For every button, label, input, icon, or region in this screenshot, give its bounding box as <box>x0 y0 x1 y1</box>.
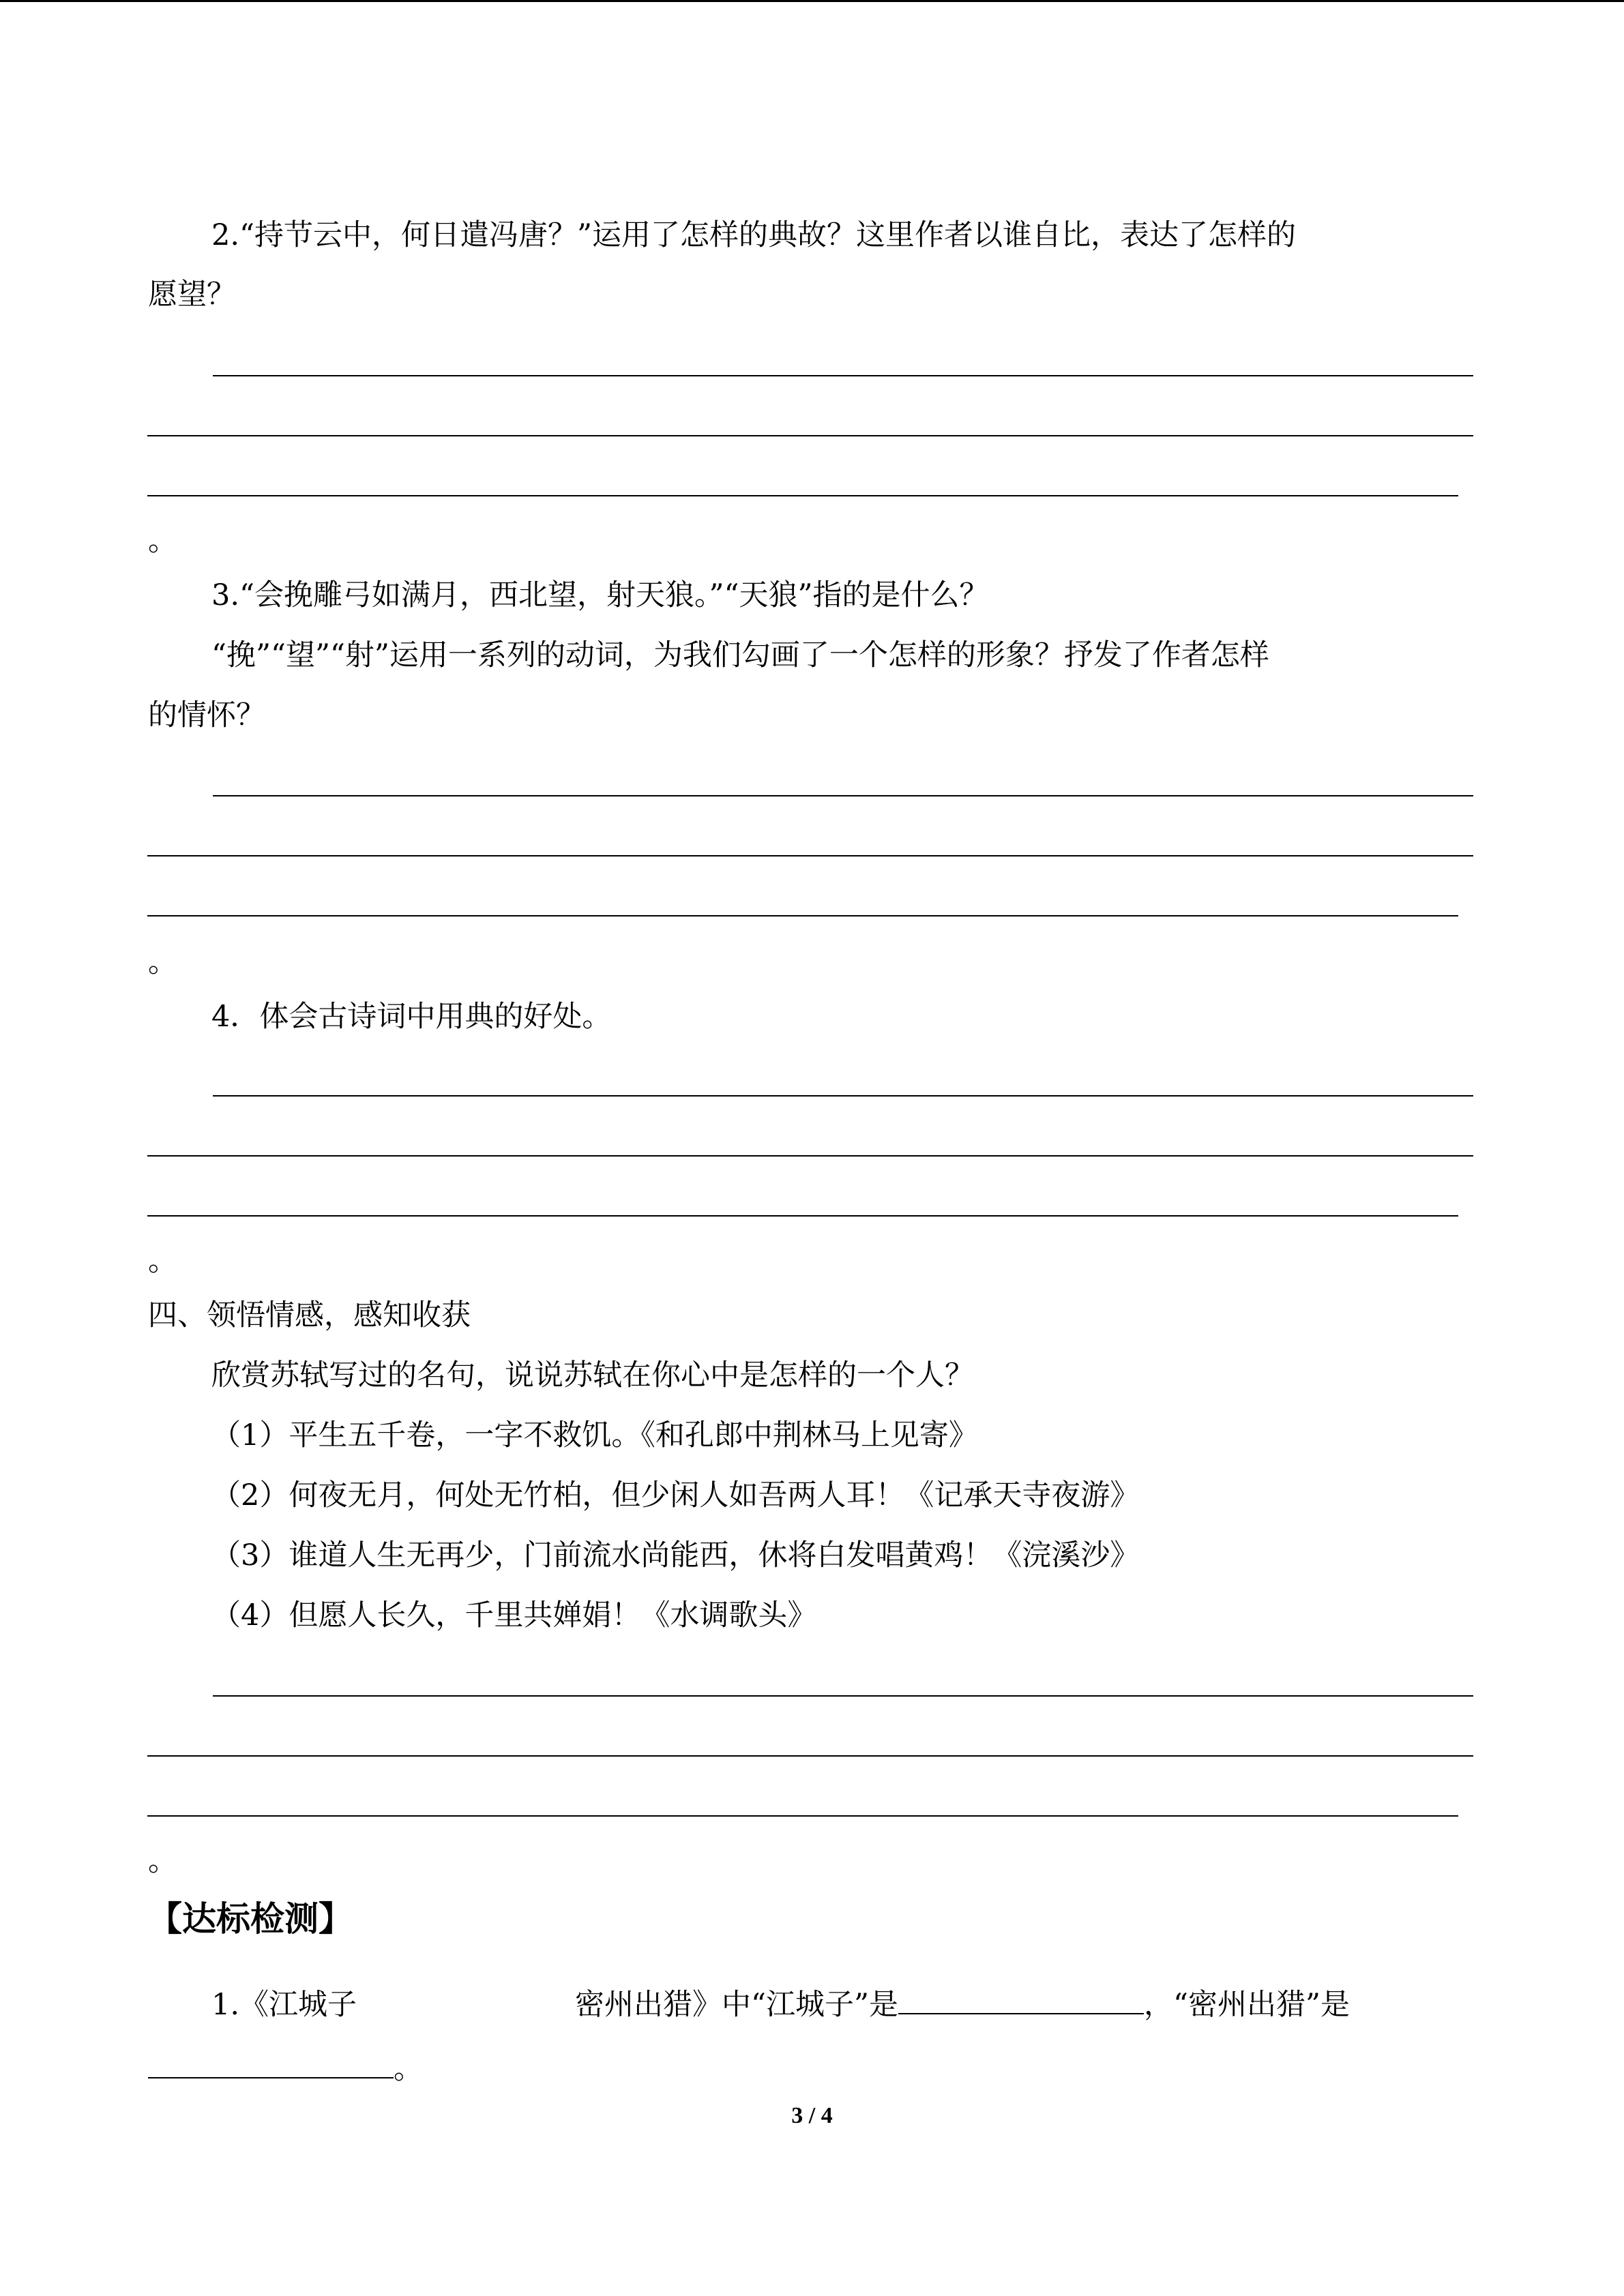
q2-end-mark: 。 <box>148 524 177 558</box>
q3-text-line2: “挽”“望”“射”运用一系列的动词，为我们勾画了一个怎样的形象？抒发了作者怎样 <box>211 638 1269 672</box>
quote-item-4: （4）但愿人长久，千里共婵娟！《水调歌头》 <box>211 1598 817 1632</box>
test-q1-line2 <box>148 2050 423 2086</box>
top-border <box>0 0 1624 2</box>
q4-text-line1: 4．体会古诗词中用典的好处。 <box>211 1000 612 1034</box>
section4-title: 四、领悟情感，感知收获 <box>148 1298 471 1332</box>
q3-text-line1: 3.“会挽雕弓如满月，西北望，射天狼。”“天狼”指的是什么？ <box>211 578 989 612</box>
section4-prompt: 欣赏苏轼写过的名句，说说苏轼在你心中是怎样的一个人？ <box>211 1358 974 1392</box>
q4-answer-line-3[interactable] <box>147 1215 1458 1217</box>
quote-item-3: （3）谁道人生无再少，门前流水尚能西，休将白发唱黄鸡！《浣溪沙》 <box>211 1538 1140 1572</box>
q4-end-mark: 。 <box>148 1244 177 1278</box>
section4-answer-line-2[interactable] <box>147 1755 1473 1757</box>
q2-text-line1: 2.“持节云中，何日遣冯唐？”运用了怎样的典故？这里作者以谁自比，表达了怎样的 <box>211 218 1296 252</box>
quote-item-2: （2）何夜无月，何处无竹柏，但少闲人如吾两人耳！《记承天寺夜游》 <box>211 1478 1140 1512</box>
test-q1-part1: 1.《江城子 <box>211 1988 357 2022</box>
q3-text-line3: 的情怀？ <box>148 698 265 732</box>
test-q1-blank-1[interactable] <box>898 1986 1144 2014</box>
test-heading: 【达标检测】 <box>148 1899 353 1939</box>
page-number: 3 / 4 <box>791 2103 833 2128</box>
section4-end-mark: 。 <box>148 1844 177 1878</box>
q3-answer-line-1[interactable] <box>213 795 1473 796</box>
q2-answer-line-2[interactable] <box>147 435 1473 436</box>
test-q1-blank-2[interactable] <box>148 2050 394 2078</box>
section4-answer-line-3[interactable] <box>147 1815 1458 1817</box>
test-q1-line1 <box>211 1986 1350 2022</box>
section4-answer-line-1[interactable] <box>213 1695 1473 1697</box>
q3-answer-line-3[interactable] <box>147 915 1458 916</box>
q4-answer-line-1[interactable] <box>213 1095 1473 1097</box>
q2-answer-line-1[interactable] <box>213 375 1473 376</box>
quote-item-1: （1）平生五千卷，一字不救饥。《和孔郎中荆林马上见寄》 <box>211 1418 978 1452</box>
q3-answer-line-2[interactable] <box>147 855 1473 856</box>
test-q1-part4: 。 <box>394 2052 423 2086</box>
q4-answer-line-2[interactable] <box>147 1155 1473 1157</box>
q2-text-line2: 愿望？ <box>148 278 236 312</box>
q3-end-mark: 。 <box>148 945 177 979</box>
test-q1-part2: 密州出猎》中“江城子”是 <box>575 1988 898 2022</box>
q2-answer-line-3[interactable] <box>147 495 1458 496</box>
test-q1-part3: ，“密州出猎”是 <box>1144 1988 1350 2022</box>
